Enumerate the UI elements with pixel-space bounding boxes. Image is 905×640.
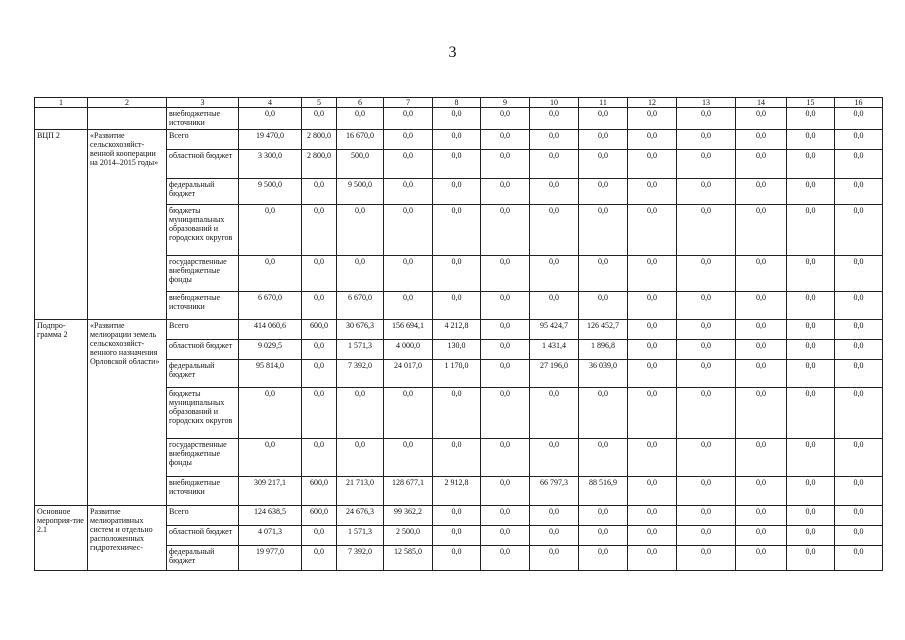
column-number-4: 4	[239, 98, 302, 108]
value-cell: 0,0	[736, 546, 787, 571]
column-number-7: 7	[384, 98, 433, 108]
value-cell: 0,0	[530, 150, 579, 179]
value-cell: 1 571,3	[337, 340, 384, 360]
column-number-10: 10	[530, 98, 579, 108]
value-cell: 2 500,0	[384, 526, 433, 546]
value-cell: 0,0	[835, 526, 883, 546]
value-cell: 0,0	[302, 546, 337, 571]
value-cell: 0,0	[787, 108, 835, 130]
value-cell: 0,0	[736, 292, 787, 320]
value-cell: 124 638,5	[239, 506, 302, 526]
value-cell: 0,0	[835, 130, 883, 150]
value-cell: 0,0	[302, 340, 337, 360]
value-cell: 500,0	[337, 150, 384, 179]
value-cell: 0,0	[302, 439, 337, 477]
column-number-3: 3	[167, 98, 239, 108]
value-cell: 0,0	[677, 320, 736, 340]
value-cell: 0,0	[579, 108, 628, 130]
value-cell: 0,0	[677, 179, 736, 205]
value-cell: 0,0	[481, 388, 530, 439]
value-cell: 0,0	[433, 150, 481, 179]
value-cell: 0,0	[677, 256, 736, 292]
program-name-cell: Развитие мелиоративных систем и отдельно расположенных гидротехничес-	[88, 506, 167, 571]
column-number-14: 14	[736, 98, 787, 108]
value-cell: 0,0	[530, 130, 579, 150]
value-cell: 0,0	[787, 439, 835, 477]
value-cell: 12 585,0	[384, 546, 433, 571]
value-cell: 0,0	[530, 292, 579, 320]
value-cell: 0,0	[835, 150, 883, 179]
value-cell: 0,0	[628, 256, 677, 292]
value-cell: 0,0	[239, 439, 302, 477]
value-cell: 0,0	[481, 506, 530, 526]
value-cell: 0,0	[628, 439, 677, 477]
column-number-9: 9	[481, 98, 530, 108]
value-cell: 0,0	[628, 292, 677, 320]
value-cell: 0,0	[787, 130, 835, 150]
value-cell: 0,0	[579, 150, 628, 179]
value-cell: 0,0	[835, 179, 883, 205]
value-cell: 0,0	[628, 340, 677, 360]
value-cell: 0,0	[579, 292, 628, 320]
value-cell: 9 029,5	[239, 340, 302, 360]
value-cell: 600,0	[302, 320, 337, 340]
value-cell: 128 677,1	[384, 477, 433, 506]
value-cell: 19 470,0	[239, 130, 302, 150]
column-number-2: 2	[88, 98, 167, 108]
funding-source-cell: государственные внебюджетные фонды	[167, 439, 239, 477]
value-cell: 0,0	[736, 150, 787, 179]
value-cell: 0,0	[835, 292, 883, 320]
value-cell: 0,0	[481, 439, 530, 477]
value-cell: 309 217,1	[239, 477, 302, 506]
value-cell: 0,0	[384, 179, 433, 205]
value-cell: 1 571,3	[337, 526, 384, 546]
value-cell: 0,0	[530, 108, 579, 130]
value-cell: 0,0	[481, 179, 530, 205]
value-cell: 0,0	[481, 205, 530, 256]
value-cell: 0,0	[787, 256, 835, 292]
program-name-cell: «Развитие сельскохозяйст-венной кооперации на 2014–2015 годы»	[88, 130, 167, 320]
value-cell: 0,0	[239, 205, 302, 256]
value-cell: 0,0	[239, 108, 302, 130]
value-cell: 130,0	[433, 340, 481, 360]
column-number-12: 12	[628, 98, 677, 108]
value-cell: 0,0	[628, 360, 677, 388]
program-name-cell: «Развитие мелиорации земель сельскохозяйст-венного назначения Орловской области»	[88, 320, 167, 506]
value-cell: 0,0	[302, 108, 337, 130]
value-cell: 0,0	[736, 477, 787, 506]
value-cell: 0,0	[530, 388, 579, 439]
value-cell: 0,0	[787, 179, 835, 205]
value-cell: 9 500,0	[337, 179, 384, 205]
funding-source-cell: федеральный бюджет	[167, 179, 239, 205]
value-cell: 30 676,3	[337, 320, 384, 340]
value-cell: 0,0	[628, 388, 677, 439]
value-cell: 4 000,0	[384, 340, 433, 360]
value-cell: 0,0	[433, 546, 481, 571]
funding-source-cell: областной бюджет	[167, 340, 239, 360]
funding-source-cell: федеральный бюджет	[167, 360, 239, 388]
column-number-16: 16	[835, 98, 883, 108]
value-cell: 0,0	[835, 388, 883, 439]
value-cell: 24 017,0	[384, 360, 433, 388]
value-cell: 0,0	[579, 506, 628, 526]
value-cell: 0,0	[677, 150, 736, 179]
value-cell: 0,0	[337, 205, 384, 256]
value-cell: 0,0	[433, 526, 481, 546]
value-cell: 0,0	[302, 360, 337, 388]
value-cell: 0,0	[384, 205, 433, 256]
funding-source-cell: областной бюджет	[167, 526, 239, 546]
table-header	[35, 98, 883, 108]
program-name-cell	[88, 108, 167, 130]
value-cell: 0,0	[787, 388, 835, 439]
program-code-cell: Основное мероприя-тие 2.1	[35, 506, 88, 571]
value-cell: 0,0	[530, 526, 579, 546]
value-cell: 0,0	[835, 506, 883, 526]
value-cell: 0,0	[677, 506, 736, 526]
value-cell: 0,0	[736, 340, 787, 360]
value-cell: 19 977,0	[239, 546, 302, 571]
program-code-cell: Подпро-грамма 2	[35, 320, 88, 506]
value-cell: 0,0	[302, 205, 337, 256]
value-cell: 0,0	[835, 205, 883, 256]
value-cell: 0,0	[239, 388, 302, 439]
value-cell: 0,0	[677, 130, 736, 150]
value-cell: 0,0	[384, 256, 433, 292]
value-cell: 0,0	[433, 108, 481, 130]
funding-source-cell: бюджеты муниципальных образований и городских округов	[167, 388, 239, 439]
funding-source-cell: внебюджетные источники	[167, 108, 239, 130]
funding-source-cell: Всего	[167, 506, 239, 526]
table-row	[35, 506, 883, 526]
column-number-5: 5	[302, 98, 337, 108]
value-cell: 0,0	[628, 506, 677, 526]
value-cell: 0,0	[481, 526, 530, 546]
column-number-13: 13	[677, 98, 736, 108]
value-cell: 0,0	[677, 108, 736, 130]
value-cell: 0,0	[481, 292, 530, 320]
funding-source-cell: внебюджетные источники	[167, 292, 239, 320]
value-cell: 0,0	[302, 526, 337, 546]
value-cell: 0,0	[384, 292, 433, 320]
value-cell: 0,0	[628, 130, 677, 150]
value-cell: 99 362,2	[384, 506, 433, 526]
value-cell: 24 676,3	[337, 506, 384, 526]
value-cell: 88 516,9	[579, 477, 628, 506]
value-cell: 21 713,0	[337, 477, 384, 506]
program-code-cell	[35, 108, 88, 130]
value-cell: 0,0	[628, 320, 677, 340]
value-cell: 9 500,0	[239, 179, 302, 205]
funding-source-cell: государственные внебюджетные фонды	[167, 256, 239, 292]
value-cell: 3 300,0	[239, 150, 302, 179]
value-cell: 0,0	[628, 108, 677, 130]
value-cell: 0,0	[302, 179, 337, 205]
value-cell: 0,0	[677, 292, 736, 320]
value-cell: 0,0	[787, 150, 835, 179]
value-cell: 0,0	[835, 477, 883, 506]
value-cell: 0,0	[736, 360, 787, 388]
value-cell: 0,0	[835, 340, 883, 360]
value-cell: 0,0	[736, 256, 787, 292]
value-cell: 0,0	[736, 130, 787, 150]
value-cell: 4 212,8	[433, 320, 481, 340]
funding-source-cell: внебюджетные источники	[167, 477, 239, 506]
value-cell: 2 800,0	[302, 150, 337, 179]
value-cell: 0,0	[787, 320, 835, 340]
value-cell: 4 071,3	[239, 526, 302, 546]
value-cell: 0,0	[835, 360, 883, 388]
value-cell: 0,0	[736, 439, 787, 477]
table-row	[35, 130, 883, 150]
value-cell: 0,0	[530, 546, 579, 571]
value-cell: 0,0	[677, 388, 736, 439]
value-cell: 0,0	[337, 108, 384, 130]
value-cell: 6 670,0	[337, 292, 384, 320]
table-row	[35, 108, 883, 130]
funding-source-cell: Всего	[167, 130, 239, 150]
value-cell: 0,0	[787, 546, 835, 571]
value-cell: 0,0	[628, 150, 677, 179]
value-cell: 66 797,3	[530, 477, 579, 506]
column-number-8: 8	[433, 98, 481, 108]
value-cell: 0,0	[835, 256, 883, 292]
value-cell: 0,0	[677, 340, 736, 360]
value-cell: 7 392,0	[337, 546, 384, 571]
value-cell: 0,0	[530, 439, 579, 477]
value-cell: 0,0	[677, 205, 736, 256]
value-cell: 0,0	[530, 256, 579, 292]
value-cell: 0,0	[579, 439, 628, 477]
column-number-11: 11	[579, 98, 628, 108]
budget-table	[34, 97, 883, 571]
funding-source-cell: Всего	[167, 320, 239, 340]
value-cell: 0,0	[337, 439, 384, 477]
value-cell: 0,0	[628, 179, 677, 205]
value-cell: 0,0	[481, 546, 530, 571]
value-cell: 0,0	[835, 108, 883, 130]
value-cell: 0,0	[433, 205, 481, 256]
value-cell: 0,0	[433, 292, 481, 320]
value-cell: 0,0	[628, 526, 677, 546]
value-cell: 0,0	[433, 256, 481, 292]
value-cell: 0,0	[677, 526, 736, 546]
value-cell: 0,0	[481, 477, 530, 506]
column-number-15: 15	[787, 98, 835, 108]
value-cell: 0,0	[677, 477, 736, 506]
value-cell: 0,0	[433, 506, 481, 526]
value-cell: 0,0	[736, 506, 787, 526]
table-body	[35, 108, 883, 571]
value-cell: 0,0	[481, 340, 530, 360]
value-cell: 0,0	[530, 506, 579, 526]
value-cell: 0,0	[736, 320, 787, 340]
value-cell: 0,0	[579, 546, 628, 571]
value-cell: 1 170,0	[433, 360, 481, 388]
value-cell: 0,0	[530, 205, 579, 256]
value-cell: 1 431,4	[530, 340, 579, 360]
value-cell: 0,0	[787, 506, 835, 526]
value-cell: 0,0	[481, 108, 530, 130]
value-cell: 0,0	[433, 388, 481, 439]
value-cell: 0,0	[384, 388, 433, 439]
value-cell: 0,0	[239, 256, 302, 292]
value-cell: 0,0	[481, 360, 530, 388]
value-cell: 0,0	[835, 546, 883, 571]
column-number-row	[35, 98, 883, 108]
value-cell: 0,0	[736, 388, 787, 439]
value-cell: 0,0	[787, 477, 835, 506]
value-cell: 0,0	[787, 360, 835, 388]
value-cell: 0,0	[384, 130, 433, 150]
funding-source-cell: областной бюджет	[167, 150, 239, 179]
table-row	[35, 320, 883, 340]
value-cell: 600,0	[302, 506, 337, 526]
column-number-1: 1	[35, 98, 88, 108]
value-cell: 2 912,8	[433, 477, 481, 506]
value-cell: 0,0	[787, 340, 835, 360]
page-number: 3	[448, 44, 457, 61]
value-cell: 0,0	[579, 526, 628, 546]
value-cell: 27 196,0	[530, 360, 579, 388]
column-number-6: 6	[337, 98, 384, 108]
value-cell: 0,0	[384, 150, 433, 179]
value-cell: 0,0	[736, 526, 787, 546]
value-cell: 0,0	[337, 388, 384, 439]
value-cell: 0,0	[835, 439, 883, 477]
value-cell: 0,0	[677, 546, 736, 571]
value-cell: 2 800,0	[302, 130, 337, 150]
funding-source-cell: федеральный бюджет	[167, 546, 239, 571]
value-cell: 0,0	[384, 108, 433, 130]
value-cell: 7 392,0	[337, 360, 384, 388]
value-cell: 0,0	[628, 477, 677, 506]
value-cell: 0,0	[787, 292, 835, 320]
value-cell: 0,0	[677, 439, 736, 477]
value-cell: 0,0	[579, 179, 628, 205]
value-cell: 0,0	[433, 179, 481, 205]
value-cell: 6 670,0	[239, 292, 302, 320]
value-cell: 0,0	[530, 179, 579, 205]
program-code-cell: ВЦП 2	[35, 130, 88, 320]
value-cell: 156 694,1	[384, 320, 433, 340]
value-cell: 95 424,7	[530, 320, 579, 340]
value-cell: 0,0	[481, 320, 530, 340]
value-cell: 414 060,6	[239, 320, 302, 340]
value-cell: 0,0	[736, 179, 787, 205]
value-cell: 0,0	[481, 256, 530, 292]
value-cell: 0,0	[302, 256, 337, 292]
value-cell: 0,0	[433, 439, 481, 477]
value-cell: 0,0	[579, 256, 628, 292]
value-cell: 0,0	[579, 130, 628, 150]
value-cell: 0,0	[302, 292, 337, 320]
value-cell: 36 039,0	[579, 360, 628, 388]
value-cell: 95 814,0	[239, 360, 302, 388]
value-cell: 0,0	[628, 205, 677, 256]
value-cell: 126 452,7	[579, 320, 628, 340]
value-cell: 16 670,0	[337, 130, 384, 150]
value-cell: 0,0	[481, 130, 530, 150]
value-cell: 0,0	[736, 205, 787, 256]
value-cell: 0,0	[337, 256, 384, 292]
value-cell: 600,0	[302, 477, 337, 506]
value-cell: 0,0	[787, 205, 835, 256]
value-cell: 0,0	[302, 388, 337, 439]
funding-source-cell: бюджеты муниципальных образований и городских округов	[167, 205, 239, 256]
value-cell: 0,0	[787, 526, 835, 546]
value-cell: 0,0	[433, 130, 481, 150]
value-cell: 0,0	[579, 205, 628, 256]
value-cell: 0,0	[481, 150, 530, 179]
value-cell: 0,0	[736, 108, 787, 130]
value-cell: 0,0	[579, 388, 628, 439]
value-cell: 0,0	[384, 439, 433, 477]
value-cell: 1 896,8	[579, 340, 628, 360]
value-cell: 0,0	[628, 546, 677, 571]
value-cell: 0,0	[835, 320, 883, 340]
value-cell: 0,0	[677, 360, 736, 388]
